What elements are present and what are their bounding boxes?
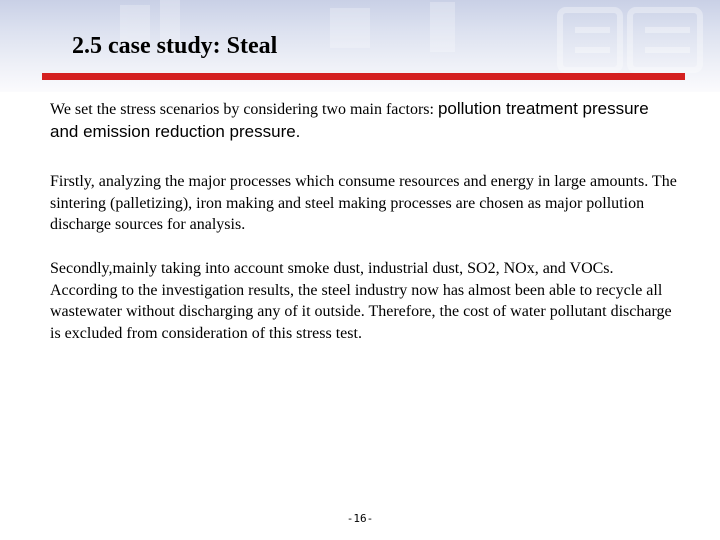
paragraph-lead-text: We set the stress scenarios by considering two main factors: xyxy=(50,101,438,118)
paragraph-pollutants: Secondly,mainly taking into account smoke dust, industrial dust, SO2, NOx, and VOCs. According to the investigation results, the steel industry now has almost been able to recycle all wastewater without discharging any of it outside. Therefore, the cost of water pollutant discharge is excluded from consideration of this stress test. xyxy=(50,260,672,342)
paragraph-emphasis-text: pollution treatment pressure and emission reduction pressure. xyxy=(50,99,649,141)
paragraph-major-processes: Firstly, analyzing the major processes which consume resources and energy in large amounts. The sintering (palletizing), iron making and steel making processes are chosen as major pollution discharge sources for analysis. xyxy=(50,173,677,233)
paragraph-stress-factors xyxy=(50,98,680,143)
title-underline-bar xyxy=(42,73,685,80)
slide-title: 2.5 case study: Steal xyxy=(72,33,278,59)
page-number: -16- xyxy=(346,512,374,525)
